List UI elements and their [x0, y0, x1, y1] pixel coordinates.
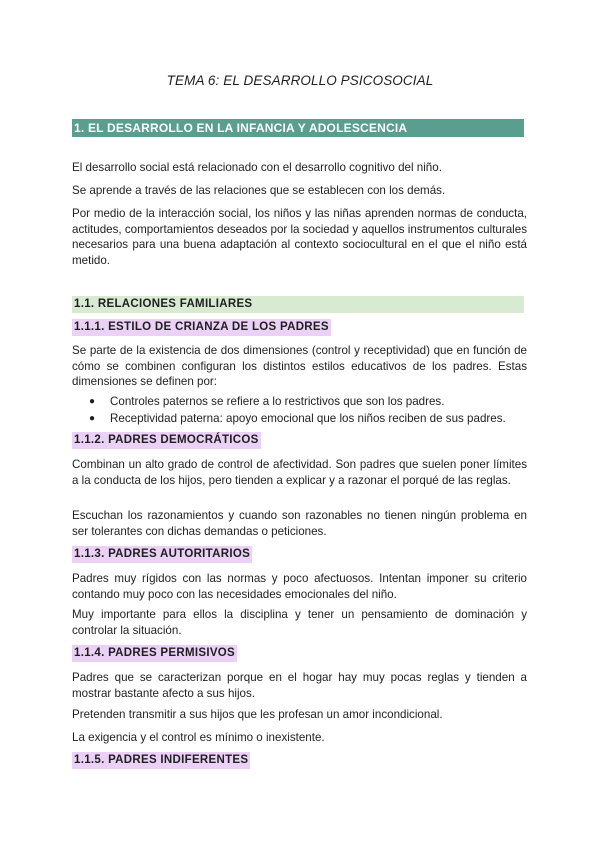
section-1-1-2-heading: 1.1.2. PADRES DEMOCRÁTICOS: [72, 432, 261, 449]
s114-paragraph-2: Pretenden transmitir a sus hijos que les profesan un amor incondicional.: [72, 708, 443, 721]
section-1-1-heading: 1.1. RELACIONES FAMILIARES: [72, 296, 524, 313]
intro-paragraph-3: Por medio de la interacción social, los niños y las niñas aprenden normas de conducta, actitudes, comportamientos deseados por la sociedad y aquellos instrumentos culturales necesarios para una buena adaptación al contexto sociocultural en el que el niño está metido.: [72, 207, 527, 267]
s112-paragraph-1: Combinan un alto grado de control de afectividad. Son padres que suelen poner límites a la conducta de los hijos, pero tienden a explicar y a razonar el porqué de las reglas.: [72, 458, 527, 487]
dimensions-list: [72, 394, 527, 428]
list-item: [72, 394, 527, 410]
intro-paragraph-2: Se aprende a través de las relaciones que se establecen con los demás.: [72, 184, 446, 197]
list-item-text: Receptividad paterna: apoyo emocional que los niños reciben de sus padres.: [110, 412, 506, 425]
s114-paragraph-1: Padres que se caracterizan porque en el hogar hay muy pocas reglas y tienden a mostrar bastante afecto a sus hijos.: [72, 671, 527, 700]
s113-paragraph-1: Padres muy rígidos con las normas y poco afectuosos. Intentan imponer su criterio contando muy poco con las necesidades emocionales del niño.: [72, 572, 527, 601]
s114-paragraph-3: La exigencia y el control es mínimo o inexistente.: [72, 731, 325, 744]
bullet-icon: ●: [89, 396, 96, 407]
s111-paragraph-1: Se parte de la existencia de dos dimensiones (control y receptividad) que en función de cómo se combinen configuran los distintos estilos educativos de los padres. Estas dimensiones se definen por:: [72, 344, 527, 389]
document-title: TEMA 6: EL DESARROLLO PSICOSOCIAL: [166, 73, 434, 88]
section-1-heading: 1. EL DESARROLLO EN LA INFANCIA Y ADOLESCENCIA: [72, 119, 524, 137]
section-1-1-4-heading: 1.1.4. PADRES PERMISIVOS: [72, 645, 237, 662]
section-1-1-1-heading: 1.1.1. ESTILO DE CRIANZA DE LOS PADRES: [72, 319, 331, 336]
section-1-1-5-heading: 1.1.5. PADRES INDIFERENTES: [72, 752, 250, 769]
bullet-icon: ●: [89, 413, 96, 424]
intro-paragraph-1: El desarrollo social está relacionado con el desarrollo cognitivo del niño.: [72, 161, 442, 174]
list-item: [72, 411, 527, 427]
section-1-1-3-heading: 1.1.3. PADRES AUTORITARIOS: [72, 546, 252, 563]
s112-paragraph-2: Escuchan los razonamientos y cuando son razonables no tienen ningún problema en ser tolerantes con dichas demandas o peticiones.: [72, 509, 527, 538]
s113-paragraph-2: Muy importante para ellos la disciplina y tener un pensamiento de dominación y controlar la situación.: [72, 608, 527, 637]
list-item-text: Controles paternos se refiere a lo restrictivos que son los padres.: [110, 395, 445, 408]
